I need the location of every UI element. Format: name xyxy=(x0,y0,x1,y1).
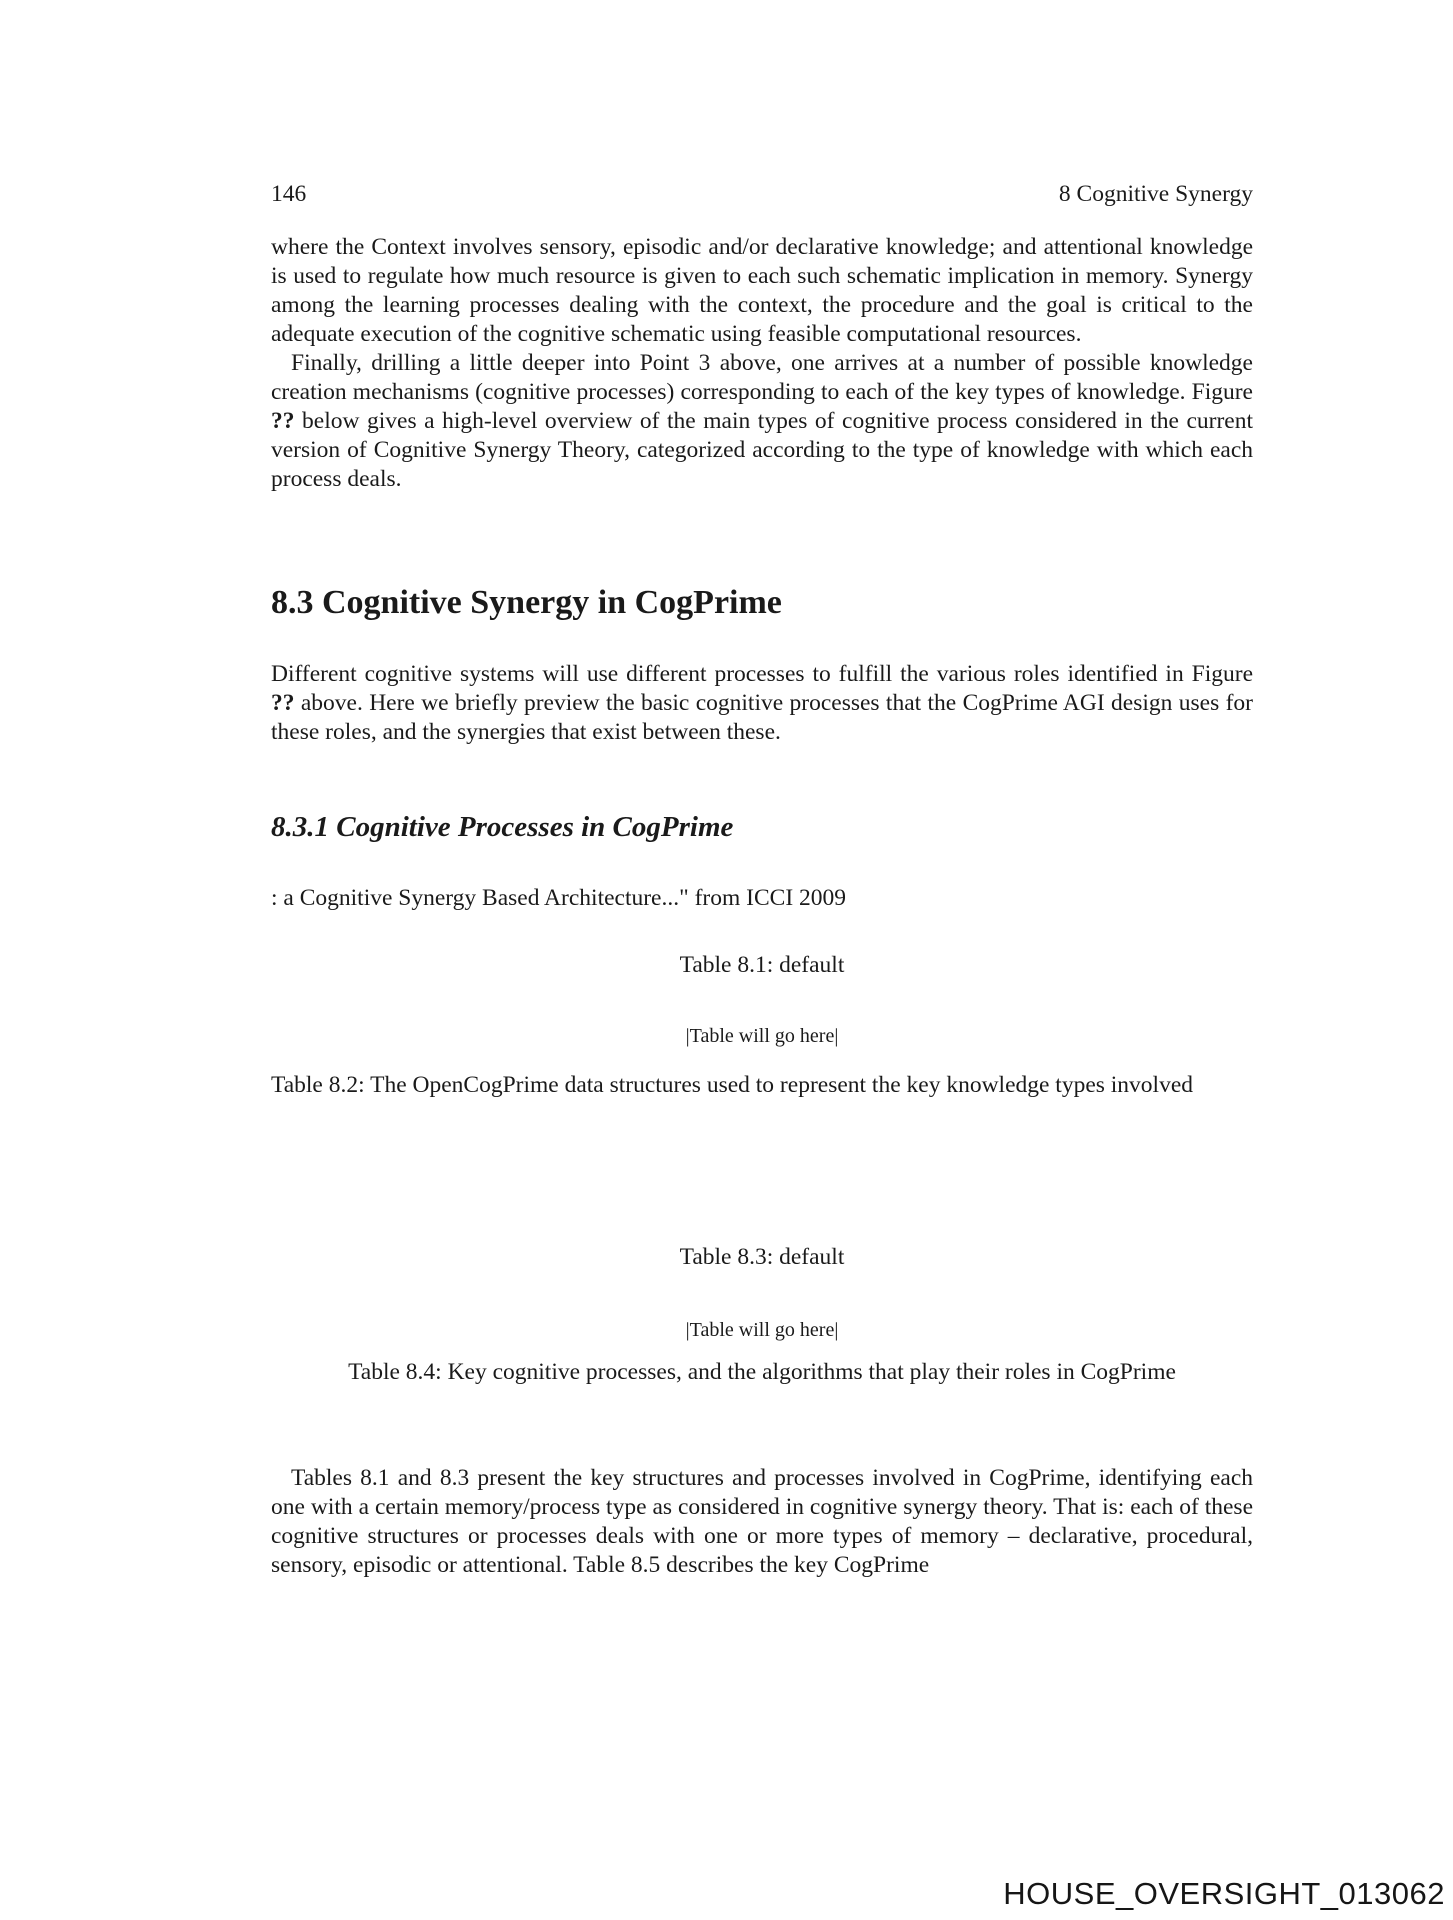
paragraph-different-text-cont: above. Here we briefly preview the basic cognitive processes that the CogPrime AGI design uses for these roles, and the synergies that exist between these. xyxy=(271,690,1253,745)
table-8-3-caption: Table 8.3: default xyxy=(679,1244,845,1270)
section-heading-8-3: 8.3 Cognitive Synergy in CogPrime xyxy=(271,584,782,621)
figure-ref-unresolved: ?? xyxy=(271,690,295,716)
table-placeholder-1: |Table will go here| xyxy=(685,1025,839,1047)
body-text-flow xyxy=(271,233,1253,494)
page-number: 146 xyxy=(271,181,307,207)
figure-ref-unresolved: ?? xyxy=(271,408,295,434)
running-header xyxy=(271,180,1253,209)
paragraph-context: where the Context involves sensory, episodic and/or declarative knowledge; and attentional knowledge is used to regulate how much resource is given to each such schematic implication in memory. Synergy among the learning processes dealing with the context, the procedure and the goal is critical to the adequate execution of the cognitive schematic using feasible computational resources. xyxy=(271,234,1253,347)
paragraph-finally-text-cont: below gives a high-level overview of the main types of cognitive process considered in the current version of Cognitive Synergy Theory, categorized according to the type of knowledge with which each process deals. xyxy=(271,408,1253,492)
subsection-heading-8-3-1: 8.3.1 Cognitive Processes in CogPrime xyxy=(271,811,734,843)
table-8-2-caption: Table 8.2: The OpenCogPrime data structures used to represent the key knowledge types involved xyxy=(271,1072,1194,1098)
paragraph-finally xyxy=(271,349,1253,494)
paragraph-different xyxy=(271,660,1253,747)
icci-quote-line: : a Cognitive Synergy Based Architecture..." from ICCI 2009 xyxy=(271,885,847,911)
table-placeholder-2: |Table will go here| xyxy=(685,1319,839,1341)
bates-stamp: HOUSE_OVERSIGHT_013062 xyxy=(1003,1876,1445,1911)
running-chapter-title: 8 Cognitive Synergy xyxy=(1058,181,1253,207)
paragraph-finally-text: Finally, drilling a little deeper into Point 3 above, one arrives at a number of possible knowledge creation mechanisms (cognitive processes) corresponding to each of the key types of knowledge. Figure xyxy=(271,350,1253,405)
paragraph-different-text: Different cognitive systems will use different processes to fulfill the various roles identified in Figure xyxy=(271,661,1253,687)
paragraph-tables-summary: Tables 8.1 and 8.3 present the key structures and processes involved in CogPrime, identifying each one with a certain memory/process type as considered in cognitive synergy theory. That is: each of these cognitive structures or processes deals with one or more types of memory – declarative, procedural, sensory, episodic or attentional. Table 8.5 describes the key CogPrime xyxy=(271,1465,1253,1578)
table-8-1-caption: Table 8.1: default xyxy=(679,952,845,978)
table-8-4-caption: Table 8.4: Key cognitive processes, and the algorithms that play their roles in CogPrime xyxy=(348,1359,1176,1385)
